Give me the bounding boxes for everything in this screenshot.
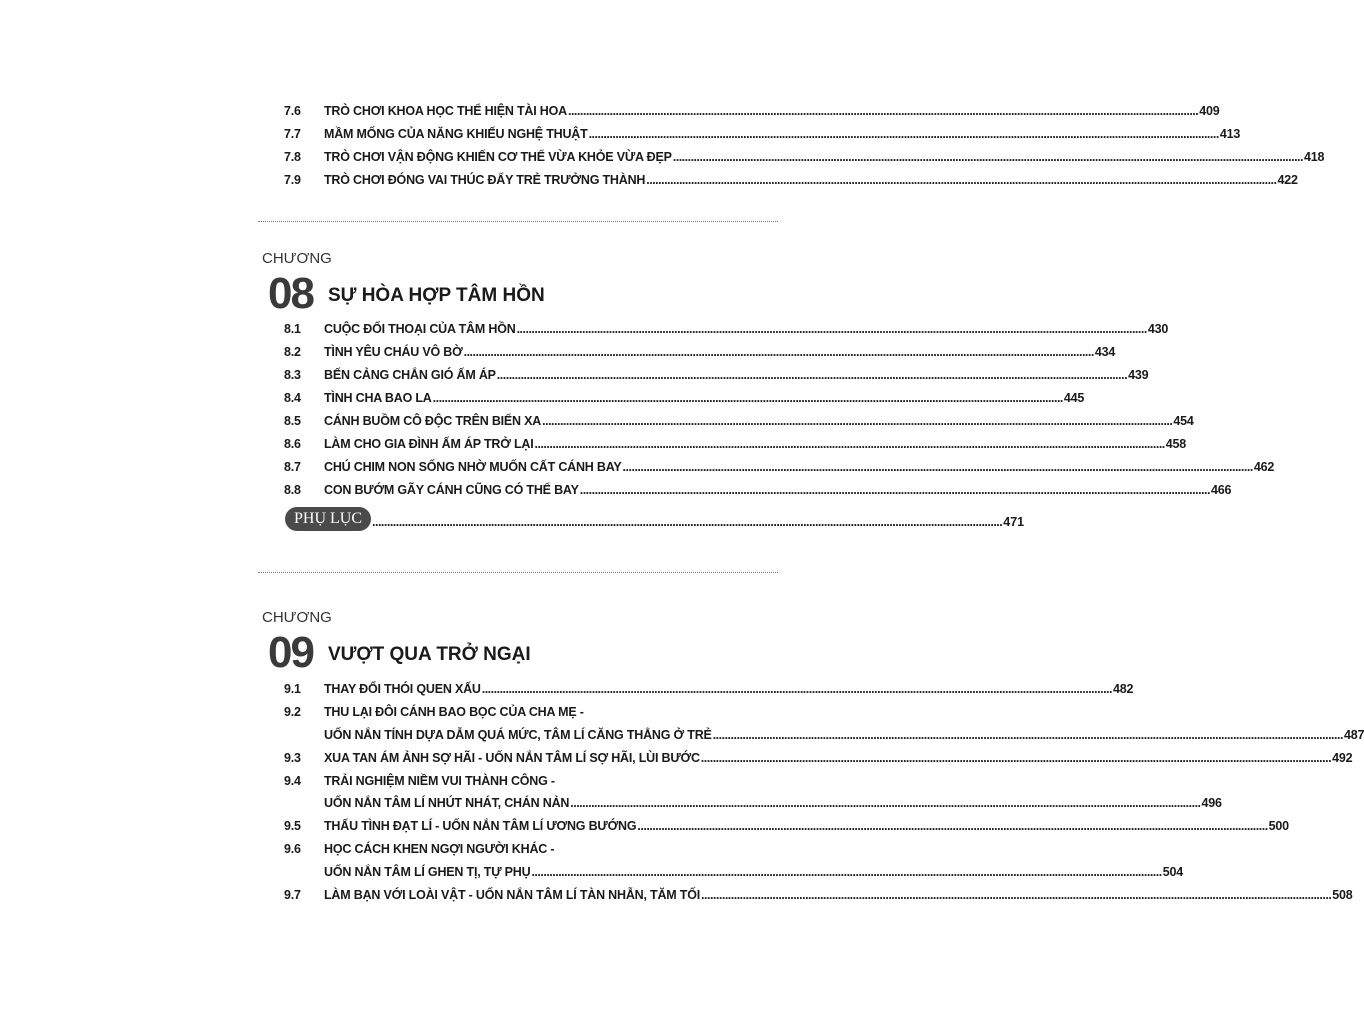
entry-page: 434 [1094, 345, 1116, 359]
toc-entry [284, 838, 724, 856]
entry-page: 504 [1162, 865, 1183, 879]
entry-title: THU LẠI ĐÔI CÁNH BAO BỌC CỦA CHA MẸ - [324, 705, 584, 719]
entry-page: 413 [1219, 127, 1241, 141]
entry-number: 7.8 [284, 150, 301, 164]
entry-page: 492 [1332, 751, 1353, 765]
entry-number: 7.9 [284, 173, 301, 187]
entry-number: 9.2 [284, 705, 301, 719]
entry-page: 508 [1332, 888, 1353, 902]
dot-leader [531, 865, 1161, 879]
entry-page: 409 [1199, 104, 1220, 118]
entry-title: TRÒ CHƠI VẬN ĐỘNG KHIẾN CƠ THỂ VỪA KHỎE VỪA ĐẸP [324, 150, 672, 164]
entry-page: 466 [1211, 483, 1232, 497]
chapter-number: 08 [268, 269, 313, 318]
entry-title: UỐN NẮN TÂM LÍ NHÚT NHÁT, CHÁN NẢN [324, 796, 570, 810]
entry-title: TÌNH CHA BAO LA [324, 391, 432, 405]
entry-title: CON BƯỚM GÃY CÁNH CŨNG CÓ THỂ BAY [324, 483, 579, 497]
toc-entry [284, 169, 1298, 187]
chapter-label: CHƯƠNG [262, 609, 332, 626]
dot-leader [701, 888, 1331, 902]
entry-title: HỌC CÁCH KHEN NGỢI NGƯỜI KHÁC - [324, 842, 555, 856]
toc-entry [284, 410, 1194, 428]
entry-number: 8.2 [284, 345, 301, 359]
toc-entry [284, 364, 1149, 382]
toc-entry [284, 479, 1232, 497]
toc-entry [284, 884, 1353, 902]
entry-title: MẦM MỐNG CỦA NĂNG KHIẾU NGHỆ THUẬT [324, 127, 588, 141]
entry-page: 454 [1173, 414, 1194, 428]
dot-leader [570, 796, 1200, 810]
entry-number: 7.7 [284, 127, 301, 141]
dot-leader [542, 414, 1172, 428]
entry-page: 445 [1063, 391, 1085, 405]
toc-entry [284, 100, 1220, 118]
dot-leader [464, 345, 1094, 359]
toc-entry [284, 433, 1187, 451]
entry-page: 462 [1253, 460, 1275, 474]
dot-leader [482, 682, 1112, 696]
appendix-entry [372, 511, 1025, 529]
entry-title: THAY ĐỔI THÓI QUEN XẤU [324, 682, 481, 696]
entry-number: 9.7 [284, 888, 301, 902]
dot-leader [517, 322, 1147, 336]
entry-title: CUỘC ĐỐI THOẠI CỦA TÂM HỒN [324, 322, 516, 336]
dot-leader [637, 819, 1267, 833]
entry-title: TÌNH YÊU CHÁU VÔ BỜ [324, 345, 463, 359]
entry-page: 482 [1113, 682, 1134, 696]
entry-page: 487 [1343, 728, 1364, 742]
entry-title: TRẢI NGHIỆM NIỀM VUI THÀNH CÔNG - [324, 774, 555, 788]
toc-entry [284, 123, 1241, 141]
dot-leader [497, 368, 1127, 382]
dot-leader [580, 483, 1210, 497]
dot-leader [535, 437, 1165, 451]
entry-number: 9.1 [284, 682, 301, 696]
entry-page: 422 [1277, 173, 1298, 187]
entry-page: 418 [1304, 150, 1325, 164]
entry-title: TRÒ CHƠI ĐÓNG VAI THÚC ĐẨY TRẺ TRƯỞNG THÀNH [324, 173, 646, 187]
toc-entry-continuation [284, 724, 1364, 742]
dot-leader [589, 127, 1219, 141]
entry-number: 8.5 [284, 414, 301, 428]
entry-number: 9.3 [284, 751, 301, 765]
toc-entry [284, 318, 1169, 336]
entry-number: 8.7 [284, 460, 301, 474]
chapter-title: VƯỢT QUA TRỞ NGẠI [328, 644, 531, 665]
entry-title: TRÒ CHƠI KHOA HỌC THỂ HIỆN TÀI HOA [324, 104, 567, 118]
toc-entry [284, 678, 1134, 696]
entry-page: 471 [1003, 515, 1025, 529]
entry-title: UỐN NẮN TÍNH DỰA DẪM QUÁ MỨC, TÂM LÍ CĂNG THẲNG Ở TRẺ [324, 728, 712, 742]
entry-number: 9.6 [284, 842, 301, 856]
entry-number: 8.1 [284, 322, 301, 336]
dot-leader [646, 173, 1276, 187]
entry-title: THẤU TÌNH ĐẠT LÍ - UỐN NẮN TÂM LÍ ƯƠNG BƯỚNG [324, 819, 637, 833]
toc-entry [284, 341, 1116, 359]
toc-entry-continuation [284, 861, 1183, 879]
section-divider [258, 572, 778, 573]
entry-title: LÀM BẠN VỚI LOÀI VẬT - UỐN NẮN TÂM LÍ TÀN NHẪN, TĂM TỐI [324, 888, 701, 902]
toc-entry [284, 456, 1275, 474]
dot-leader [568, 104, 1198, 118]
entry-page: 496 [1201, 796, 1222, 810]
entry-title: BẾN CẢNG CHẮN GIÓ ẤM ÁP [324, 368, 496, 382]
entry-page: 458 [1165, 437, 1187, 451]
toc-entry-continuation [284, 792, 1222, 810]
toc-entry [284, 770, 724, 788]
entry-page: 500 [1268, 819, 1289, 833]
entry-page: 439 [1128, 368, 1149, 382]
entry-number: 9.5 [284, 819, 301, 833]
dot-leader [713, 728, 1343, 742]
dot-leader [701, 751, 1331, 765]
dot-leader [673, 150, 1303, 164]
entry-title: CÁNH BUỒM CÔ ĐỘC TRÊN BIỂN XA [324, 414, 542, 428]
toc-entry [284, 701, 724, 719]
chapter-number: 09 [268, 628, 313, 677]
entry-title: UỐN NẮN TÂM LÍ GHEN TỊ, TỰ PHỤ [324, 865, 531, 879]
chapter-label: CHƯƠNG [262, 250, 332, 267]
entry-number: 8.8 [284, 483, 301, 497]
toc-entry [284, 815, 1289, 833]
toc-entry [284, 747, 1353, 765]
section-divider [258, 221, 778, 222]
entry-title: LÀM CHO GIA ĐÌNH ẤM ÁP TRỞ LẠI [324, 437, 534, 451]
entry-number: 8.4 [284, 391, 301, 405]
dot-leader [623, 460, 1253, 474]
entry-title: XUA TAN ÁM ẢNH SỢ HÃI - UỐN NẮN TÂM LÍ SỢ HÃI, LÙI BƯỚC [324, 751, 700, 765]
entry-title: CHÚ CHIM NON SỐNG NHỜ MUỐN CẤT CÁNH BAY [324, 460, 622, 474]
dot-leader [372, 515, 1002, 529]
toc-entry [284, 387, 1085, 405]
entry-number: 8.3 [284, 368, 301, 382]
entry-number: 9.4 [284, 774, 301, 788]
chapter-title: SỰ HÒA HỢP TÂM HỒN [328, 285, 545, 306]
appendix-label: PHỤ LỤC [285, 507, 371, 531]
entry-number: 7.6 [284, 104, 301, 118]
toc-entry [284, 146, 1325, 164]
entry-page: 430 [1147, 322, 1169, 336]
dot-leader [433, 391, 1063, 405]
entry-number: 8.6 [284, 437, 301, 451]
